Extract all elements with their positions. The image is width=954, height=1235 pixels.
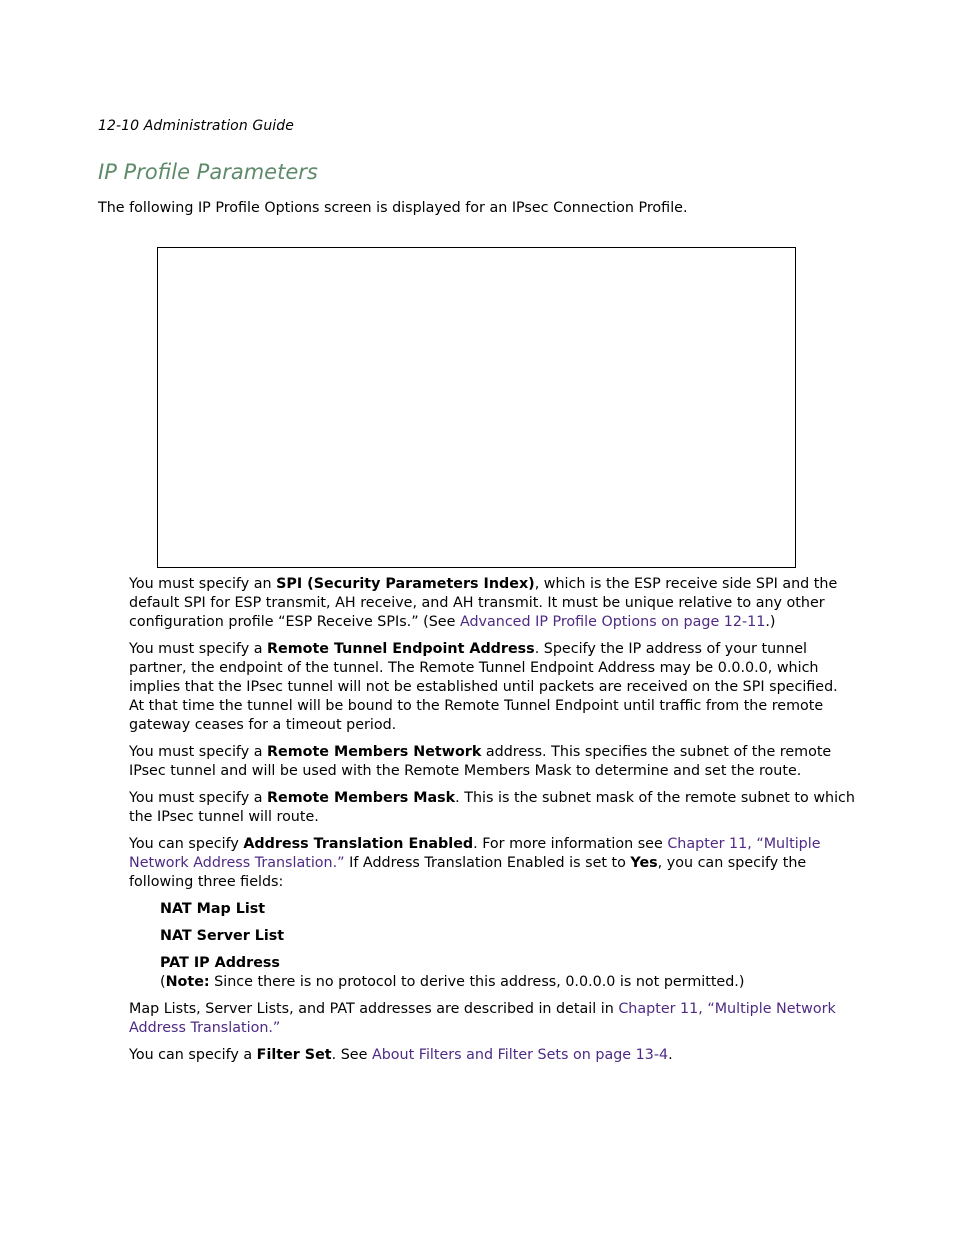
screenshot-placeholder-frame bbox=[157, 247, 796, 568]
remote-mask-paragraph bbox=[129, 789, 857, 827]
section-title: IP Profile Parameters bbox=[98, 160, 318, 184]
pat-ip-address-term: PAT IP Address bbox=[160, 955, 280, 971]
remote-endpoint-term: Remote Tunnel Endpoint Address bbox=[267, 641, 535, 657]
remote-endpoint-text-pre: You must specify a bbox=[129, 641, 268, 657]
advanced-ip-profile-link[interactable]: Advanced IP Profile Options on page 12-11 bbox=[459, 614, 766, 630]
address-translation-text-pre: You can specify bbox=[129, 836, 244, 852]
remote-endpoint-paragraph bbox=[129, 640, 857, 735]
map-lists-text-pre: Map Lists, Server Lists, and PAT addresses are described in detail in bbox=[129, 1001, 619, 1017]
running-head: 12-10 Administration Guide bbox=[98, 118, 294, 134]
filters-link[interactable]: About Filters and Filter Sets on page 13-4 bbox=[371, 1047, 669, 1063]
nat-map-list-term: NAT Map List bbox=[160, 901, 266, 917]
field-nat-map-list bbox=[160, 900, 857, 919]
filter-set-term: Filter Set bbox=[256, 1047, 332, 1063]
address-translation-text-mid2: If Address Translation Enabled is set to bbox=[344, 855, 631, 871]
remote-network-term: Remote Members Network bbox=[267, 744, 482, 760]
spi-text-mid: , which is the ESP receive side SPI and the default SPI for ESP transmit, AH receive, and AH transmit. It must be unique relative to any other configuration profile “ESP Receive SPIs.” (See bbox=[129, 576, 838, 630]
nat-server-list-term: NAT Server List bbox=[160, 928, 285, 944]
remote-mask-text-pre: You must specify a bbox=[129, 790, 268, 806]
remote-network-text-pre: You must specify a bbox=[129, 744, 268, 760]
remote-endpoint-text-post: . Specify the IP address of your tunnel partner, the endpoint of the tunnel. The Remote Tunnel Endpoint Address may be 0.0.0.0, which implies that the IPsec tunnel will not be established until packets are received on the SPI specified. At that time the tunnel will be bound to the Remote Tunnel Endpoint until traffic from the remote gateway ceases for a timeout period. bbox=[129, 641, 838, 733]
filter-set-text-pre: You can specify a bbox=[129, 1047, 257, 1063]
remote-network-paragraph bbox=[129, 743, 857, 781]
spi-paragraph bbox=[129, 575, 857, 632]
yes-term: Yes bbox=[630, 855, 658, 871]
spi-term: SPI (Security Parameters Index) bbox=[276, 576, 535, 592]
chapter-11-link[interactable]: Chapter 11, “Multiple Network Address Translation.” bbox=[129, 836, 821, 871]
remote-mask-text-post: . This is the subnet mask of the remote subnet to which the IPsec tunnel will route. bbox=[129, 790, 855, 825]
field-pat-ip-address bbox=[160, 954, 857, 973]
note-label: Note: bbox=[165, 974, 210, 990]
filter-set-paragraph bbox=[129, 1046, 857, 1065]
remote-network-text-post: address. This specifies the subnet of the remote IPsec tunnel and will be used with the Remote Members Mask to determine and set the route. bbox=[129, 744, 832, 779]
address-translation-text-mid: . For more information see bbox=[473, 836, 668, 852]
intro-paragraph: The following IP Profile Options screen is displayed for an IPsec Connection Profile. bbox=[98, 200, 688, 216]
address-translation-term: Address Translation Enabled bbox=[243, 836, 474, 852]
body-text bbox=[129, 575, 857, 1073]
chapter-11-link-2[interactable]: Chapter 11, “Multiple Network Address Translation.” bbox=[129, 1001, 836, 1036]
spi-text-pre: You must specify an bbox=[129, 576, 277, 592]
address-translation-text-post: , you can specify the following three fields: bbox=[129, 855, 807, 890]
remote-mask-term: Remote Members Mask bbox=[267, 790, 456, 806]
address-translation-paragraph bbox=[129, 835, 857, 892]
filter-set-text-post: . bbox=[668, 1047, 673, 1063]
map-lists-paragraph bbox=[129, 1000, 857, 1038]
field-nat-server-list bbox=[160, 927, 857, 946]
pat-note bbox=[160, 973, 857, 992]
spi-text-post: .) bbox=[765, 614, 776, 630]
note-text: Since there is no protocol to derive this address, 0.0.0.0 is not permitted.) bbox=[209, 974, 745, 990]
filter-set-text-mid: . See bbox=[331, 1047, 372, 1063]
note-open-paren: ( bbox=[160, 974, 166, 990]
